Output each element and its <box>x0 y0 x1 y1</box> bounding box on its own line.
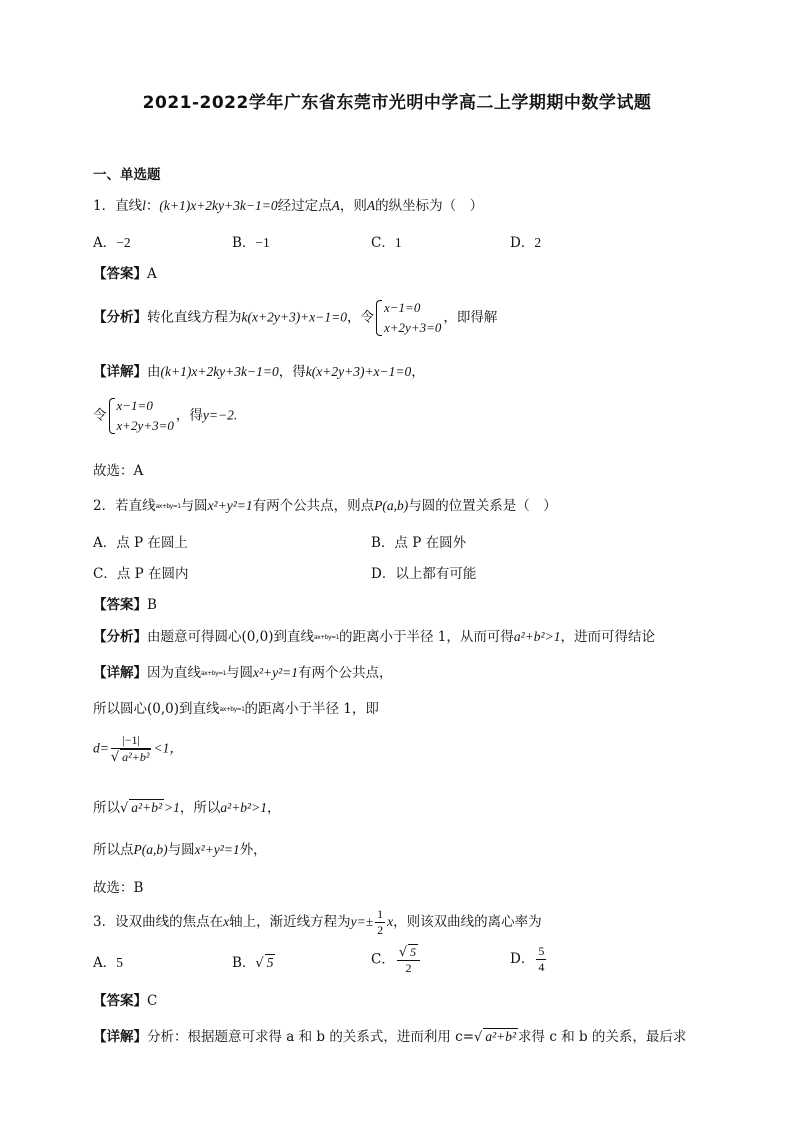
question-3: 3．设双曲线的焦点在x轴上，渐近线方程为y=± $\frac{1}{2}$ x，则该双曲线的离心率为 <box>93 907 542 937</box>
section-heading: 一、单选题 <box>93 167 161 183</box>
q2-conclusion: 故选：B <box>93 880 144 896</box>
q2-step-1: 所以√ a²+b² >1，所以a²+b²>1， <box>93 800 281 816</box>
q3-answer: 【答案】C <box>93 993 158 1009</box>
q2-step-2: 所以点P(a,b)与圆x²+y²=1外， <box>93 842 267 858</box>
q2-detail-2: 所以圆心(0,0)到直线ax+by=1的距离小于半径 1，即 <box>93 701 379 717</box>
q2-analysis: 【分析】由题意可得圆心(0,0)到直线ax+by=1的距离小于半径 1，从而可得a²+b²>1，进而可得结论 <box>93 629 655 645</box>
q3-option-a[interactable]: A．5 <box>93 955 123 971</box>
q3-option-d[interactable]: D． $\frac{5}{4}$ <box>510 944 545 974</box>
q1-analysis: 【分析】转化直线方程为k(x+2y+3)+x−1=0，令 x−1=0 x+2y+3=0 ，即得解 <box>93 298 497 338</box>
q2-option-d[interactable]: D．以上都有可能 <box>371 566 477 582</box>
q1-option-c[interactable]: C．1 <box>371 235 402 251</box>
q2-option-b[interactable]: B．点 P 在圆外 <box>371 535 467 551</box>
q1-option-a[interactable]: A．−2 <box>93 235 131 251</box>
q3-option-c[interactable]: C． $\frac{√ 5}{2}$ <box>371 944 422 976</box>
q1-detail-2: 令 x−1=0 x+2y+3=0 ，得y=−2. <box>93 396 237 436</box>
equation-system: x−1=0 x+2y+3=0 <box>376 298 441 338</box>
q1-detail: 【详解】由(k+1)x+2ky+3k−1=0，得k(x+2y+3)+x−1=0， <box>93 364 425 380</box>
q1-conclusion: 故选：A <box>93 463 144 479</box>
equation-system: x−1=0 x+2y+3=0 <box>109 396 174 436</box>
q3-detail: 【详解】分析：根据题意可求得 a 和 b 的关系式，进而利用 c=√ a²+b² 求得 c 和 b 的关系，最后求 <box>93 1029 687 1045</box>
q2-detail: 【详解】因为直线ax+by=1与圆x²+y²=1有两个公共点， <box>93 665 393 681</box>
question-2: 2．若直线ax+by=1与圆x²+y²=1有两个公共点，则点P(a,b)与圆的位置关系是（ ） <box>93 498 557 514</box>
q1-answer: 【答案】A <box>93 266 157 282</box>
q2-distance: d= $\frac{|-1|}{\text{√ a²+b²}}$ <1， <box>93 733 183 765</box>
q2-answer: 【答案】B <box>93 597 157 613</box>
q2-option-c[interactable]: C．点 P 在圆内 <box>93 566 189 582</box>
question-1: 1．直线l：(k+1)x+2ky+3k−1=0经过定点A，则A的纵坐标为（ ） <box>93 198 484 214</box>
q1-option-b[interactable]: B．−1 <box>232 235 270 251</box>
q2-option-a[interactable]: A．点 P 在圆上 <box>93 535 188 551</box>
q1-option-d[interactable]: D．2 <box>510 235 542 251</box>
page-title: 2021-2022学年广东省东莞市光明中学高二上学期期中数学试题 <box>142 93 652 113</box>
q3-option-b[interactable]: B．√ 5 <box>232 955 274 971</box>
